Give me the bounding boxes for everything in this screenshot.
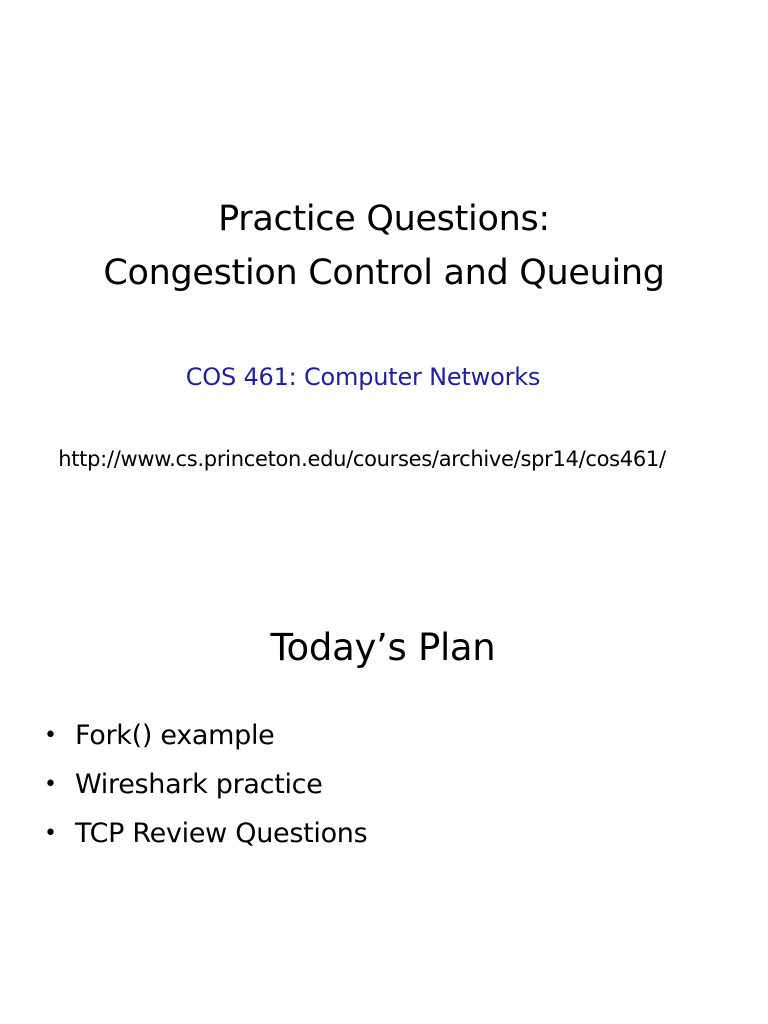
list-item-label: TCP Review Questions <box>75 818 368 849</box>
list-item-label: Fork() example <box>75 720 275 751</box>
plan-bullet-list <box>44 711 367 858</box>
plan-slide <box>0 575 768 1024</box>
bullet-icon: • <box>44 821 57 846</box>
slide-title-line: Practice Questions: <box>218 199 550 239</box>
list-item <box>44 711 367 760</box>
list-item <box>44 760 367 809</box>
slide-title <box>0 192 768 300</box>
course-url: http://www.cs.princeton.edu/courses/archive/spr14/cos461/ <box>58 447 666 471</box>
bullet-icon: • <box>44 723 57 748</box>
slide-title-line: Congestion Control and Queuing <box>103 253 665 293</box>
plan-title: Today’s Plan <box>270 626 496 669</box>
bullet-icon: • <box>44 772 57 797</box>
list-item <box>44 809 367 858</box>
course-subtitle: COS 461: Computer Networks <box>185 363 541 391</box>
list-item-label: Wireshark practice <box>75 769 323 800</box>
